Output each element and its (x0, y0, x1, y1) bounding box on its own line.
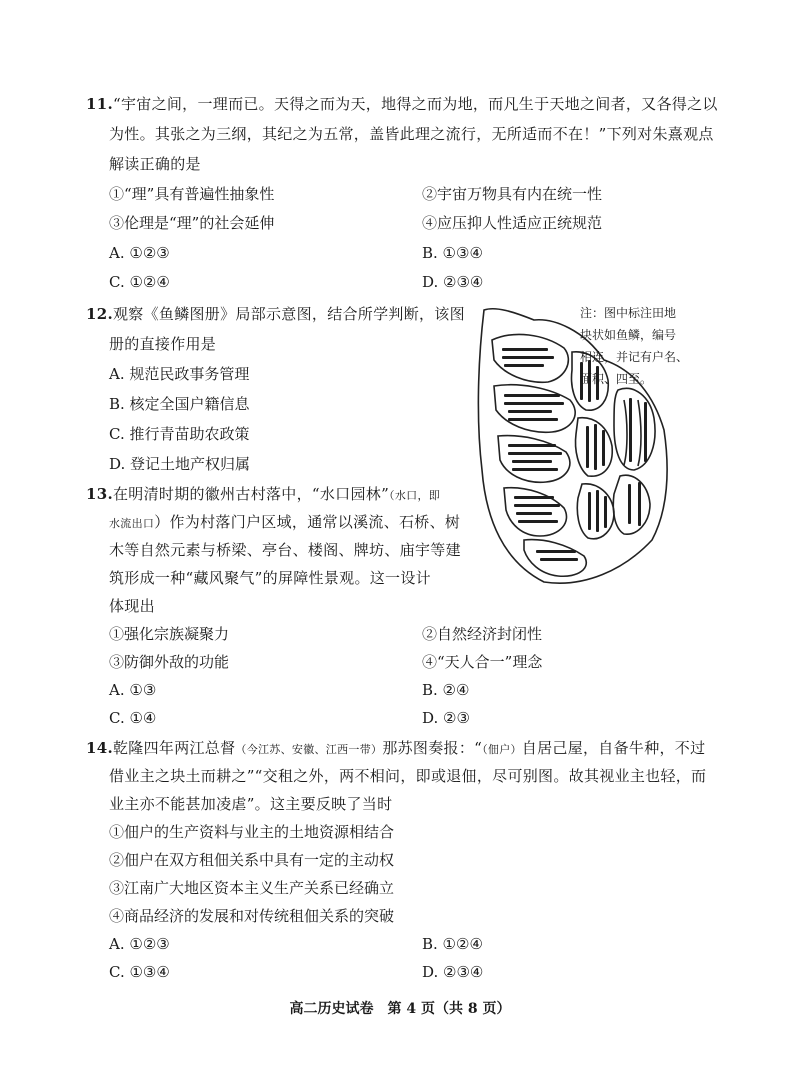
q14-statement-4: ④商品经济的发展和对传统租佃关系的突破 (109, 907, 395, 925)
q14-statement-2: ②佃户在双方租佃关系中具有一定的主动权 (109, 851, 395, 869)
q12-number: 12. (86, 305, 113, 323)
q11-line3: 解读正确的是 (109, 155, 201, 173)
q11-statement-1: ①“理”具有普遍性抽象性 (109, 185, 275, 203)
q14-option-d: D. ②③④ (422, 963, 484, 981)
q11-line2: 为性。其张之为三纲，其纪之为五常，盖皆此理之流行，无所适而不在！”下列对朱熹观点 (109, 125, 714, 143)
q13-statement-2: ②自然经济封闭性 (422, 625, 543, 643)
q13-line1: 13.在明清时期的徽州古村落中，“水口园林”（水口，即 (86, 485, 441, 503)
q12-option-a: A. 规范民政事务管理 (109, 365, 250, 383)
q11-statement-3: ③伦理是“理”的社会延伸 (109, 214, 275, 232)
q13-option-c: C. ①④ (109, 709, 157, 727)
q14-option-b: B. ①②④ (422, 935, 483, 953)
figure-note-line-2: 块状如鱼鳞，编号 (580, 328, 677, 342)
q11-option-a: A. ①②③ (109, 244, 170, 262)
q13-statement-4: ④“天人合一”理念 (422, 653, 543, 671)
q11-line1: 11.“宇宙之间，一理而已。天得之而为天，地得之而为地，而凡生于天地之间者，又各得之以 (86, 95, 718, 113)
figure-note-line-3: 相连，并记有户名、 (580, 350, 689, 364)
q14-line3: 业主亦不能甚加凌虐”。这主要反映了当时 (109, 795, 393, 813)
q11-option-b: B. ①③④ (422, 244, 483, 262)
q14-line1: 14.乾隆四年两江总督（今江苏、安徽、江西一带）那苏图奏报：“（佃户）自居己屋，自备牛种，不过 (86, 739, 706, 757)
q12-line2: 册的直接作用是 (109, 335, 217, 353)
q12-option-b: B. 核定全国户籍信息 (109, 395, 250, 413)
q14-line2: 借业主之块土而耕之”“交租之外，两不相问，即或退佃，尽可别图。故其视业主也轻，而 (109, 767, 707, 785)
q13-option-b: B. ②④ (422, 681, 470, 699)
q13-line3: 木等自然元素与桥梁、亭台、楼阁、牌坊、庙宇等建 (109, 541, 461, 559)
q13-statement-1: ①强化宗族凝聚力 (109, 625, 230, 643)
q14-statement-1: ①佃户的生产资料与业主的土地资源相结合 (109, 823, 395, 841)
q12-option-d: D. 登记土地产权归属 (109, 455, 251, 473)
q14-option-a: A. ①②③ (109, 935, 170, 953)
q11-number: 11. (86, 95, 113, 113)
q14-number: 14. (86, 739, 113, 757)
page-footer: 高二历史试卷 第 4 页（共 8 页） (289, 1001, 511, 1017)
q13-line2: 水流出口）作为村落门户区域，通常以溪流、石桥、树 (109, 513, 461, 531)
q11-option-c: C. ①②④ (109, 273, 170, 291)
figure-note-line-4: 面积、四至。 (580, 372, 653, 386)
q14-statement-3: ③江南广大地区资本主义生产关系已经确立 (109, 879, 395, 897)
figure-note-line-1: 注：图中标注田地 (580, 306, 677, 320)
q12-line1: 12.观察《鱼鳞图册》局部示意图，结合所学判断，该图 (86, 305, 465, 323)
q14-option-c: C. ①③④ (109, 963, 170, 981)
q11-option-d: D. ②③④ (422, 273, 484, 291)
q11-statement-4: ④应压抑人性适应正统规范 (422, 214, 603, 232)
q11-statement-2: ②宇宙万物具有内在统一性 (422, 185, 603, 203)
figure-note (580, 302, 730, 390)
q13-line5: 体现出 (109, 597, 155, 615)
q13-line4: 筑形成一种“藏风聚气”的屏障性景观。这一设计 (109, 569, 431, 587)
q13-number: 13. (86, 485, 113, 503)
q13-statement-3: ③防御外敌的功能 (109, 653, 230, 671)
q13-option-a: A. ①③ (109, 681, 157, 699)
q13-option-d: D. ②③ (422, 709, 470, 727)
q12-option-c: C. 推行青苗助农政策 (109, 425, 250, 443)
